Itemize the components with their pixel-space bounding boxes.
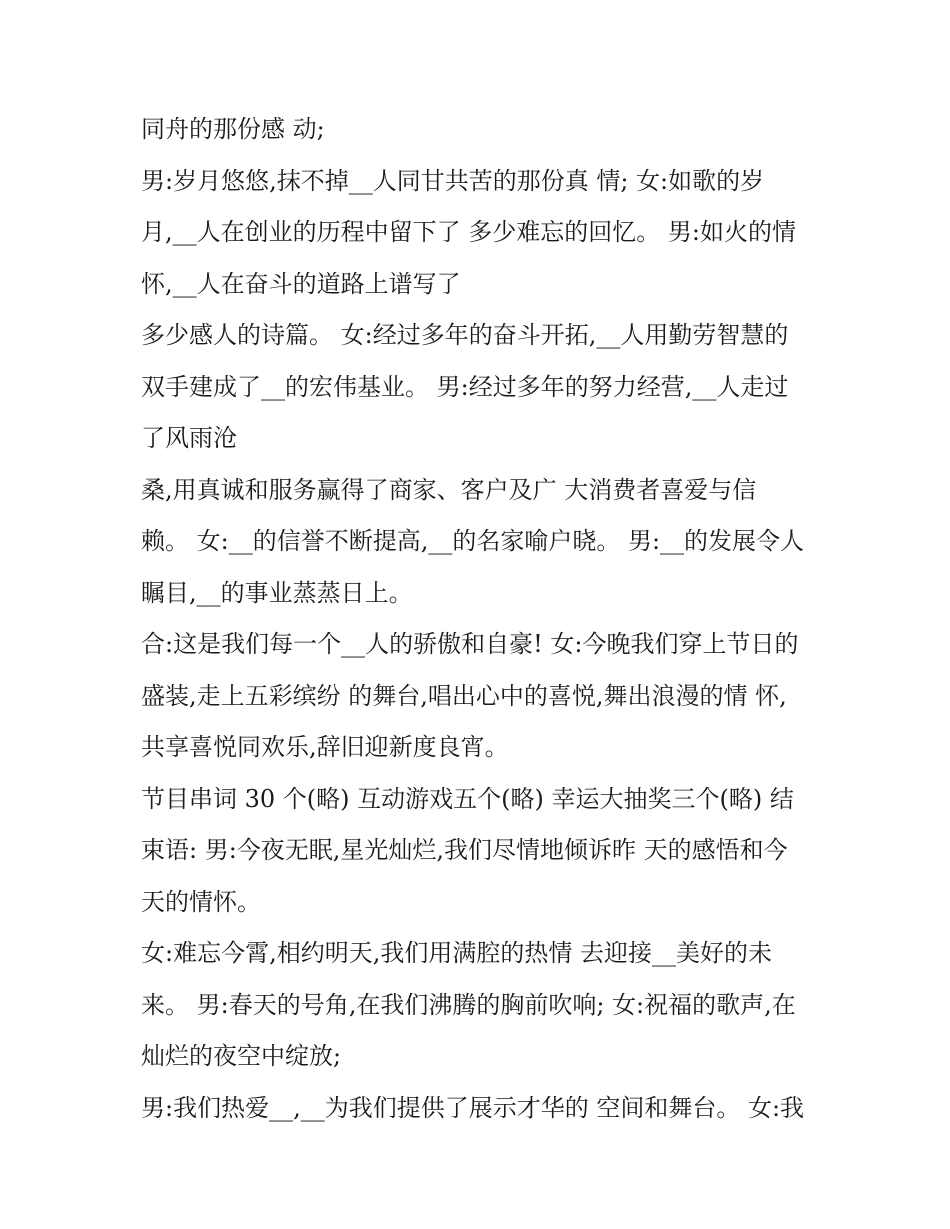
text-line: 双手建成了__的宏伟基业。 男:经过多年的努力经营,__人走过 [141, 372, 789, 401]
text-line: 赖。 女:__的信誉不断提高,__的名家喻户晓。 男:__的发展令人 [141, 527, 805, 555]
text-line: 男:岁月悠悠,抹不掉__人同甘共苦的那份真 情; 女:如歌的岁 [141, 166, 765, 195]
text-line: 合:这是我们每一个__人的骄傲和自豪! 女:今晚我们穿上节日的 [141, 630, 799, 658]
text-line: 月,__人在创业的历程中留下了 多少难忘的回忆。 男:如火的情 [141, 218, 796, 246]
text-line: 了风雨沧 [141, 424, 237, 452]
text-line: 来。 男:春天的号角,在我们沸腾的胸前吹响; 女:祝福的歌声,在 [141, 990, 796, 1019]
text-line: 女:难忘今霄,相约明天,我们用满腔的热情 去迎接__美好的未 [141, 939, 772, 967]
text-line: 多少感人的诗篇。 女:经过多年的奋斗开拓,__人用勤劳智慧的 [141, 321, 789, 349]
text-line: 节目串词 30 个(略) 互动游戏五个(略) 幸运大抽奖三个(略) 结 [141, 784, 794, 813]
text-line: 天的情怀。 [141, 887, 261, 916]
text-line: 瞩目,__的事业蒸蒸日上。 [141, 578, 413, 607]
text-line: 共享喜悦同欢乐,辞旧迎新度良宵。 [141, 733, 509, 761]
text-line: 怀,__人在奋斗的道路上谱写了 [141, 269, 461, 298]
text-line: 盛装,走上五彩缤纷 的舞台,唱出心中的喜悦,舞出浪漫的情 怀, [141, 681, 787, 710]
document-text-body [141, 109, 821, 1139]
text-line: 同舟的那份感 动; [141, 115, 325, 143]
text-line: 桑,用真诚和服务赢得了商家、客户及广 大消费者喜爱与信 [141, 475, 757, 504]
text-line: 男:我们热爱__,__为我们提供了展示才华的 空间和舞台。 女:我 [141, 1093, 805, 1122]
text-line: 束语: 男:今夜无眠,星光灿烂,我们尽情地倾诉昨 天的感悟和今 [141, 836, 788, 864]
text-line: 灿烂的夜空中绽放; [141, 1042, 342, 1070]
